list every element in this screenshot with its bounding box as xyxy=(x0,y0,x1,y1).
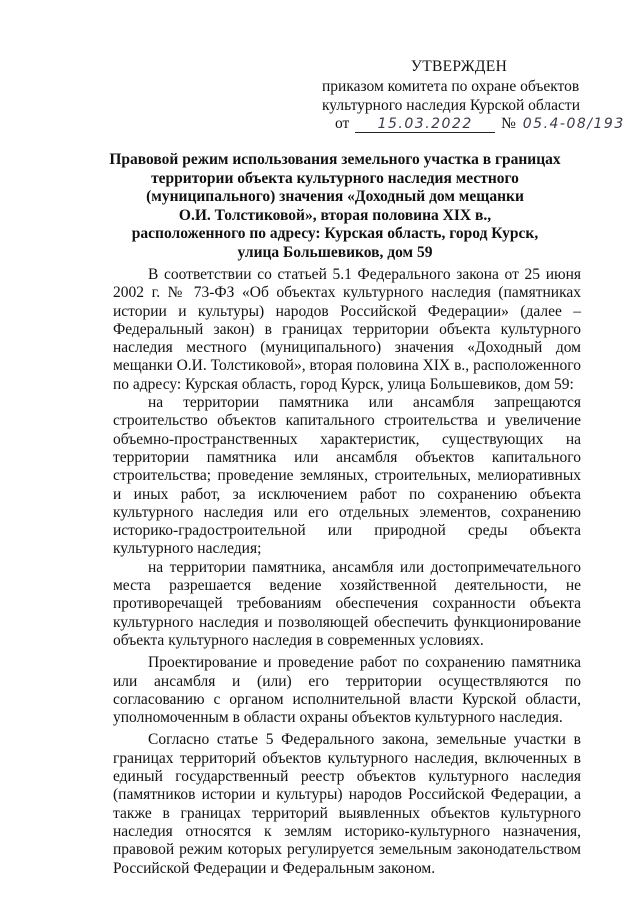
paragraph-land-category: Согласно статье 5 Федерального закона, земельные участки в границах территорий объектов культурного наследия, включенных в единый государственный реестр объектов культурного наследия (памятников истории и культуры) народов Российской Федерации, а также в границах территорий выявленных объектов культурного наследия относятся к землям историко-культурного назначения, правовой режим которых регулируется земельным законодательством Российской Федерации и Федеральным законом. xyxy=(113,731,581,877)
handwritten-number: 05.4-08/193 xyxy=(522,116,625,132)
document-body xyxy=(113,266,581,878)
document-title xyxy=(95,151,575,263)
number-prefix: № xyxy=(501,115,516,132)
approval-line-1: приказом комитета по охране объектов xyxy=(322,78,580,95)
title-line-5: расположенного по адресу: Курская область, город Курск, xyxy=(131,225,539,243)
paragraph-intro: В соответствии со статьей 5.1 Федерального закона от 25 июня 2002 г. № 73-ФЗ «Об объектах культурного наследия (памятниках истории и культуры) народов Российской Федерации» (далее – Федеральный закон) в границах территории объекта культурного наследия местного (муниципального) значения «Доходный дом мещанки О.И. Толстиковой», вторая половина XIX в., расположенного по адресу: Курская область, город Курск, улица Большевиков, дом 59: xyxy=(113,266,581,393)
title-line-4: О.И. Толстиковой», вторая половина XIX в., xyxy=(178,206,492,224)
approval-heading: УТВЕРЖДЕН xyxy=(410,58,508,75)
paragraph-prohibitions: на территории памятника или ансамбля запрещаются строительство объектов капитального строительства и увеличение объемно-пространственных характеристик, существующих на территории памятника или ансамбля объектов капитального строительства; проведение земляных, строительных, мелиоративных и иных работ, за исключением работ по сохранению объекта культурного наследия или его отдельных элементов, сохранению историко-градостроительной или природной среды объекта культурного наследия; xyxy=(113,394,581,558)
title-line-2: территории объекта культурного наследия местного xyxy=(151,169,519,187)
paragraph-design-works: Проектирование и проведение работ по сохранению памятника или ансамбля и (или) его территории осуществляются по согласованию с органом исполнительной власти Курской области, уполномоченным в области охраны объектов культурного наследия. xyxy=(113,654,581,727)
title-line-3: (муниципального) значения «Доходный дом мещанки xyxy=(146,188,524,206)
approval-date-number-row xyxy=(335,115,625,133)
title-line-6: улица Большевиков, дом 59 xyxy=(237,243,433,261)
approval-line-2: культурного наследия Курской области xyxy=(322,97,580,114)
handwritten-date: 15.03.2022 xyxy=(355,116,495,133)
title-line-1: Правовой режим использования земельного участка в границах xyxy=(109,151,561,168)
date-prefix: от xyxy=(335,115,350,132)
paragraph-permissions: на территории памятника, ансамбля или достопримечательного места разрешается ведение хозяйственной деятельности, не противоречащей требованиям обеспечения сохранности объекта культурного наследия и позволяющей обеспечить функционирование объекта культурного наследия в современных условиях. xyxy=(113,558,581,649)
approval-block xyxy=(322,57,592,115)
